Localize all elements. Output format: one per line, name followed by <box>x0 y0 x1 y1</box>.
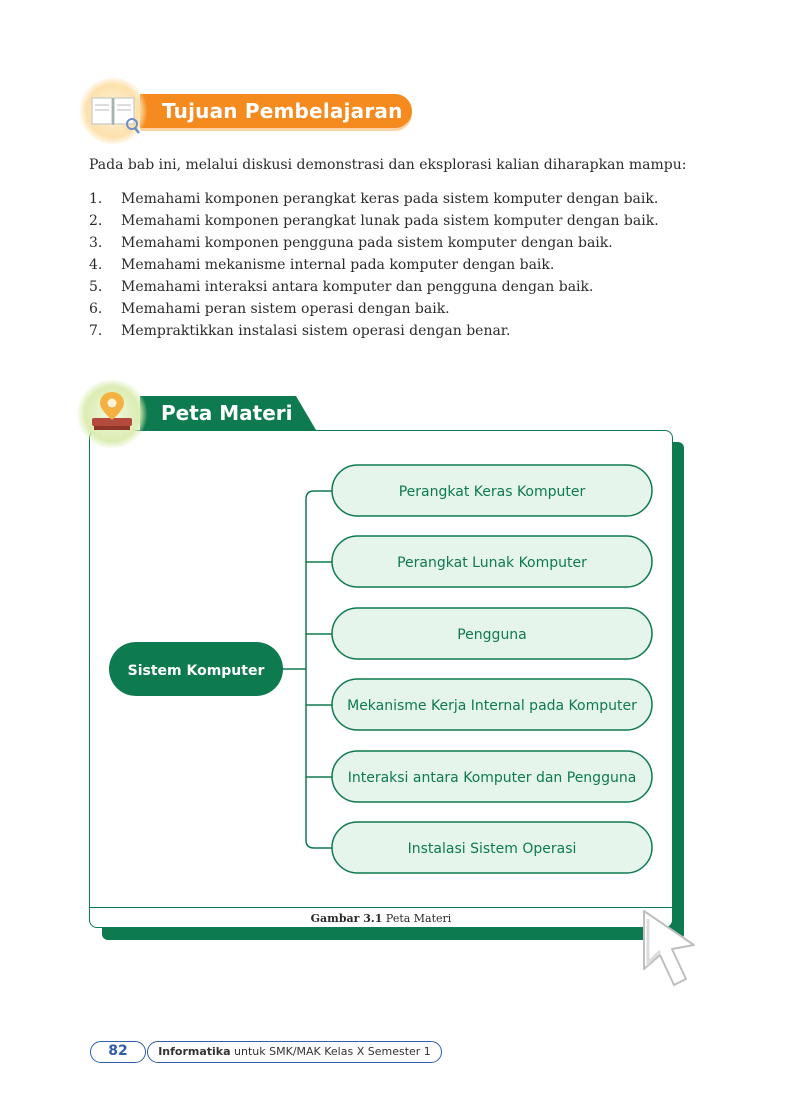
map-pin-icon <box>76 380 148 448</box>
list-item: 6. Memahami peran sistem operasi dengan baik. <box>89 301 450 317</box>
child-node-label: Interaksi antara Komputer dan Pengguna <box>347 770 637 786</box>
book-title-footer: Informatika untuk SMK/MAK Kelas X Semester 1 <box>147 1041 442 1063</box>
child-node <box>332 822 652 873</box>
list-item: 1. Memahami komponen perangkat keras pada sistem komputer dengan baik. <box>89 191 659 207</box>
caption-divider <box>90 907 672 908</box>
child-node-label: Pengguna <box>457 627 527 643</box>
child-node <box>332 536 652 587</box>
list-item: 3. Memahami komponen pengguna pada sistem komputer dengan baik. <box>89 235 613 251</box>
list-item: 2. Memahami komponen perangkat lunak pada sistem komputer dengan baik. <box>89 213 659 229</box>
list-item: 4. Memahami mekanisme internal pada komputer dengan baik. <box>89 257 555 273</box>
list-item: 7. Mempraktikkan instalasi sistem operasi dengan benar. <box>89 323 511 339</box>
child-node-label: Instalasi Sistem Operasi <box>407 841 577 857</box>
child-node-label: Perangkat Lunak Komputer <box>397 555 587 571</box>
intro-paragraph: Pada bab ini, melalui diskusi demonstrasi dan eksplorasi kalian diharapkan mampu: <box>89 157 687 173</box>
child-node <box>332 608 652 659</box>
objectives-title: Tujuan Pembelajaran <box>162 99 403 123</box>
pointer-cursor-icon <box>636 905 700 999</box>
child-node-label: Mekanisme Kerja Internal pada Komputer <box>347 698 637 714</box>
page-number: 82 <box>90 1041 146 1063</box>
child-node <box>332 465 652 516</box>
child-node-label: Perangkat Keras Komputer <box>398 484 586 500</box>
connector-lines <box>282 491 332 848</box>
child-node <box>332 751 652 802</box>
concept-map-title: Peta Materi <box>161 401 293 425</box>
root-node-label: Sistem Komputer <box>127 663 265 679</box>
list-item: 5. Memahami interaksi antara komputer dan pengguna dengan baik. <box>89 279 594 295</box>
child-node <box>332 679 652 730</box>
figure-caption: Gambar 3.1 Peta Materi <box>310 912 452 925</box>
